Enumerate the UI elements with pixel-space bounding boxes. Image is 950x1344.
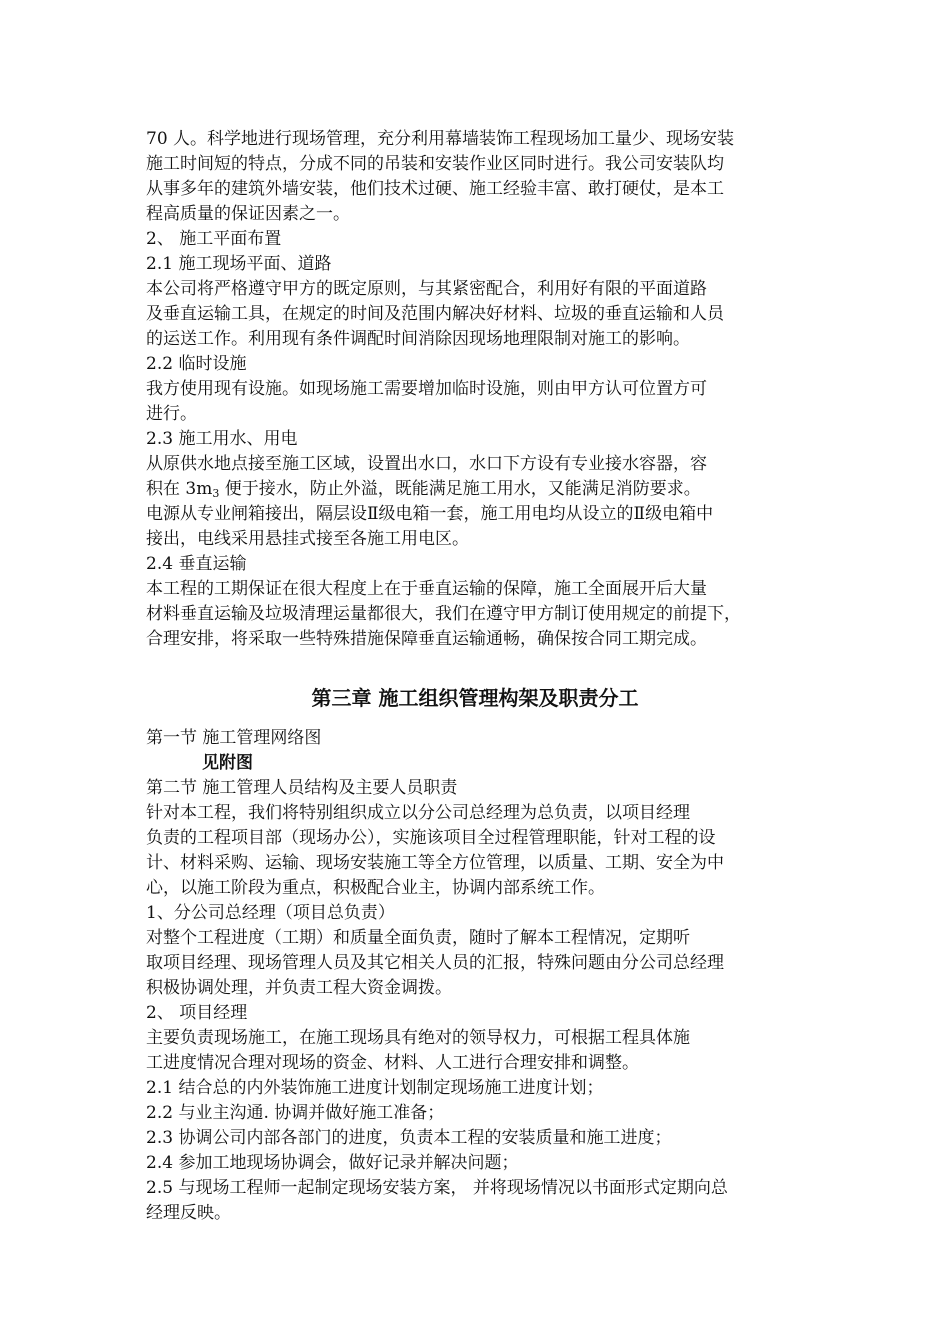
paragraph-line: 本公司将严格遵守甲方的既定原则，与其紧密配合，利用好有限的平面道路 <box>146 279 707 299</box>
section-heading: 2、 施工平面布置 <box>146 229 282 249</box>
paragraph-line: 本工程的工期保证在很大程度上在于垂直运输的保障，施工全面展开后大量 <box>146 579 707 599</box>
subsection-heading: 2.1 施工现场平面、道路 <box>146 254 332 274</box>
paragraph-line: 电源从专业闸箱接出，隔层设Ⅱ级电箱一套，施工用电均从设立的Ⅱ级电箱中 <box>146 504 714 524</box>
paragraph-line: 针对本工程，我们将特别组织成立以分公司总经理为总负责，以项目经理 <box>146 803 690 823</box>
paragraph-line: 合理安排，将采取一些特殊措施保障垂直运输通畅，确保按合同工期完成。 <box>146 629 707 649</box>
cubic-superscript: 3 <box>212 487 220 500</box>
duty-item: 2.2 与业主沟通. 协调并做好施工准备； <box>146 1103 445 1123</box>
chapter-title: 第三章 施工组织管理构架及职责分工 <box>311 686 639 710</box>
paragraph-line: 经理反映。 <box>146 1203 231 1223</box>
paragraph-line: 的运送工作。利用现有条件调配时间消除因现场地理限制对施工的影响。 <box>146 329 690 349</box>
paragraph-line: 负责的工程项目部（现场办公），实施该项目全过程管理职能，针对工程的设 <box>146 828 716 848</box>
paragraph-line: 积极协调处理，并负责工程大资金调拨。 <box>146 978 452 998</box>
section-title: 第二节 施工管理人员结构及主要人员职责 <box>146 778 458 798</box>
paragraph-line: 进行。 <box>146 404 197 424</box>
subsection-heading: 2.3 施工用水、用电 <box>146 429 298 449</box>
duty-item: 2.3 协调公司内部各部门的进度，负责本工程的安装质量和施工进度； <box>146 1128 672 1148</box>
duty-item: 2.1 结合总的内外装饰施工进度计划制定现场施工进度计划； <box>146 1078 604 1098</box>
paragraph-line: 施工时间短的特点，分成不同的吊装和安装作业区同时进行。我公司安装队均 <box>146 154 724 174</box>
duty-item: 2.5 与现场工程师一起制定现场安装方案， 并将现场情况以书面形式定期向总 <box>146 1178 728 1198</box>
role-heading: 2、 项目经理 <box>146 1003 248 1023</box>
role-heading: 1、分公司总经理（项目总负责） <box>146 903 395 923</box>
paragraph-line: 及垂直运输工具，在规定的时间及范围内解决好材料、垃圾的垂直运输和人员 <box>146 304 724 324</box>
paragraph-line: 70 人。科学地进行现场管理，充分利用幕墙装饰工程现场加工量少、现场安装 <box>146 129 735 149</box>
section-title: 第一节 施工管理网络图 <box>146 728 322 748</box>
paragraph-line: 程高质量的保证因素之一。 <box>146 204 350 224</box>
paragraph-line <box>146 477 701 501</box>
paragraph-line: 接出，电线采用悬挂式接至各施工用电区。 <box>146 529 469 549</box>
paragraph-line: 对整个工程进度（工期）和质量全面负责，随时了解本工程情况，定期听 <box>146 928 690 948</box>
paragraph-line: 工进度情况合理对现场的资金、材料、人工进行合理安排和调整。 <box>146 1053 639 1073</box>
subsection-heading: 2.4 垂直运输 <box>146 554 247 574</box>
paragraph-line: 计、材料采购、运输、现场安装施工等全方位管理，以质量、工期、安全为中 <box>146 853 724 873</box>
paragraph-line: 材料垂直运输及垃圾清理运量都很大，我们在遵守甲方制订使用规定的前提下， <box>146 604 741 624</box>
paragraph-line: 我方使用现有设施。如现场施工需要增加临时设施，则由甲方认可位置方可 <box>146 379 707 399</box>
duty-item: 2.4 参加工地现场协调会，做好记录并解决问题； <box>146 1153 519 1173</box>
see-attached-note: 见附图 <box>202 753 253 773</box>
paragraph-line: 心，以施工阶段为重点，积极配合业主，协调内部系统工作。 <box>146 878 605 898</box>
paragraph-line: 从事多年的建筑外墙安装，他们技术过硬、施工经验丰富、敢打硬仗，是本工 <box>146 179 724 199</box>
subsection-heading: 2.2 临时设施 <box>146 354 247 374</box>
volume-text: 积在 3m <box>146 479 213 499</box>
paragraph-line: 取项目经理、现场管理人员及其它相关人员的汇报，特殊问题由分公司总经理 <box>146 953 724 973</box>
volume-text-rest: 便于接水，防止外溢，既能满足施工用水，又能满足消防要求。 <box>219 479 701 499</box>
paragraph-line: 从原供水地点接至施工区域，设置出水口，水口下方设有专业接水容器，容 <box>146 454 707 474</box>
paragraph-line: 主要负责现场施工，在施工现场具有绝对的领导权力，可根据工程具体施 <box>146 1028 690 1048</box>
